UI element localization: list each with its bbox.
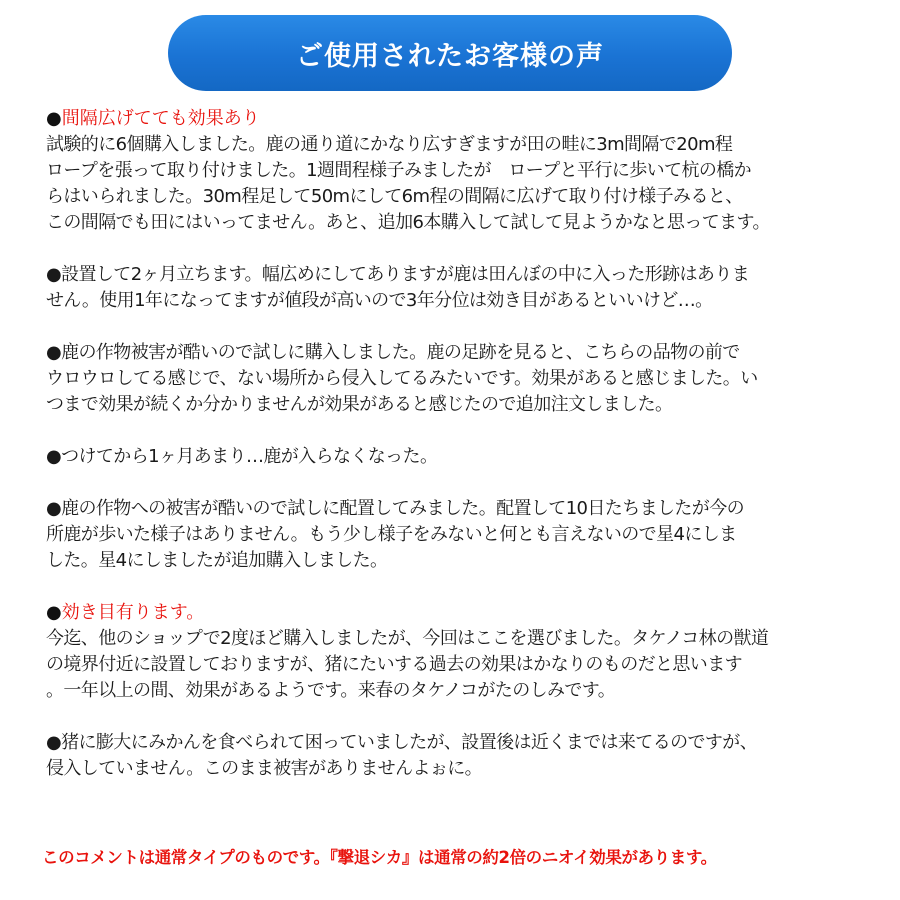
review-item xyxy=(46,600,868,704)
review-text-line: ●鹿の作物被害が酷いので試しに購入しました。鹿の足跡を見ると、こちらの品物の前で xyxy=(46,342,740,363)
bullet-icon: ● xyxy=(46,602,62,623)
review-text-line: せん。使用1年になってますが値段が高いので3年分位は効き目があるといいけど…。 xyxy=(46,290,713,311)
page-title: ご使用されたお客様の声 xyxy=(296,40,604,72)
review-text-line: つまで効果が続くか分かりませんが効果があると感じたので追加注文しました。 xyxy=(46,394,673,415)
review-text-line: ロープを張って取り付けました。1週間程様子みましたが ロープと平行に歩いて杭の橋か xyxy=(46,160,752,181)
review-text-line: 所鹿が歩いた様子はありません。もう少し様子をみないと何とも言えないので星4にしま xyxy=(46,524,737,545)
review-text-line: らはいられました。30m程足して50mにして6m程の間隔に広げて取り付け様子みると、 xyxy=(46,186,743,207)
review-text-line: ●猪に膨大にみかんを食べられて困っていましたが、設置後は近くまでは来てるのですが、 xyxy=(46,732,758,753)
review-item xyxy=(46,730,868,782)
header-banner xyxy=(168,15,732,91)
review-item xyxy=(46,444,868,470)
review-text-line: 今迄、他のショップで2度ほど購入しましたが、今回はここを選びました。タケノコ林の獣道 xyxy=(46,628,769,649)
review-heading xyxy=(46,600,868,626)
review-heading xyxy=(46,106,868,132)
review-item xyxy=(46,262,868,314)
review-text-line: ●つけてから1ヶ月あまり…鹿が入らなくなった。 xyxy=(46,446,438,467)
bullet-icon: ● xyxy=(46,108,62,129)
review-item xyxy=(46,106,868,236)
review-text-line: この間隔でも田にはいってません。あと、追加6本購入して試して見ようかなと思ってます。 xyxy=(46,212,770,233)
reviews-list xyxy=(46,106,868,808)
footer-note: このコメントは通常タイプのものです。『撃退シカ』は通常の約2倍のニオイ効果があります。 xyxy=(42,848,717,867)
review-heading-text: 間隔広げてても効果あり xyxy=(61,108,260,129)
review-text-line: 。一年以上の間、効果があるようです。来春のタケノコがたのしみです。 xyxy=(46,680,616,701)
review-text-line: ●鹿の作物への被害が酷いので試しに配置してみました。配置して10日たちましたが今の xyxy=(46,498,745,519)
review-item xyxy=(46,340,868,418)
review-text-line: ウロウロしてる感じで、ない場所から侵入してるみたいです。効果があると感じました。い xyxy=(46,368,758,389)
review-text-line: 侵入していません。このまま被害がありませんよぉに。 xyxy=(46,758,483,779)
review-text-line: 試験的に6個購入しました。鹿の通り道にかなり広すぎますが田の畦に3m間隔で20m程 xyxy=(46,134,733,155)
review-text-line: ●設置して2ヶ月立ちます。幅広めにしてありますが鹿は田んぼの中に入った形跡はありま xyxy=(46,264,750,285)
review-text-line: の境界付近に設置しておりますが、猪にたいする過去の効果はかなりのものだと思います xyxy=(46,654,742,675)
review-heading-text: 効き目有ります。 xyxy=(61,602,205,623)
review-item xyxy=(46,496,868,574)
review-text-line: した。星4にしましたが追加購入しました。 xyxy=(46,550,388,571)
